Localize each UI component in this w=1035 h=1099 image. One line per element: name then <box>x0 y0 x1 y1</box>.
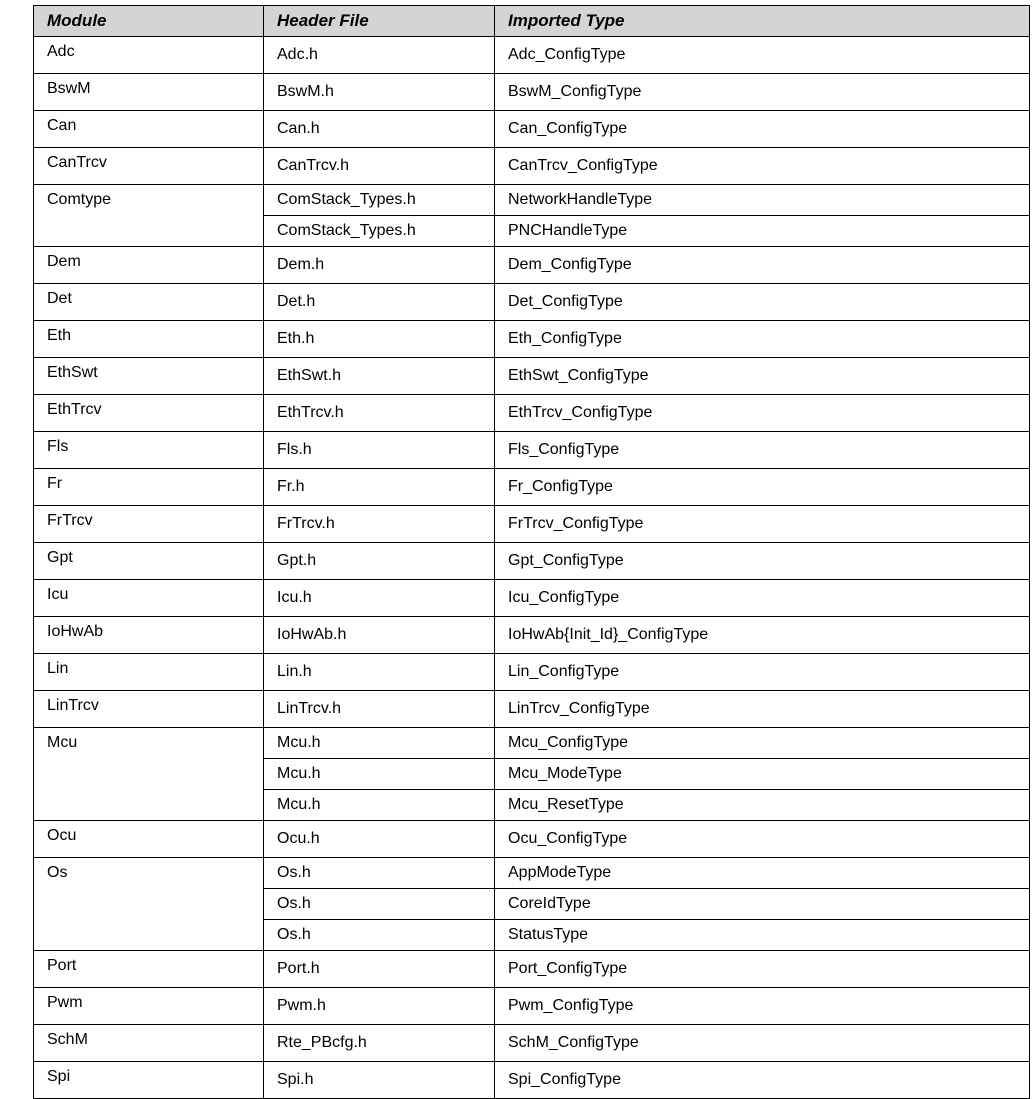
table-row <box>34 1025 1030 1062</box>
header-file-cell: BswM.h <box>264 74 495 111</box>
module-cell: IoHwAb <box>34 617 264 654</box>
header-file-cell: Gpt.h <box>264 543 495 580</box>
table-row <box>34 728 1030 759</box>
module-cell: BswM <box>34 74 264 111</box>
module-cell: EthTrcv <box>34 395 264 432</box>
table-row <box>34 321 1030 358</box>
imported-type-cell: Adc_ConfigType <box>495 37 1030 74</box>
module-cell: CanTrcv <box>34 148 264 185</box>
column-header-header-file: Header File <box>264 6 495 37</box>
module-cell: SchM <box>34 1025 264 1062</box>
module-cell: Gpt <box>34 543 264 580</box>
module-cell: Can <box>34 111 264 148</box>
header-file-cell: FrTrcv.h <box>264 506 495 543</box>
table-header-row <box>34 6 1030 37</box>
header-file-cell: Icu.h <box>264 580 495 617</box>
table-row <box>34 469 1030 506</box>
imported-type-cell: Mcu_ResetType <box>495 790 1030 821</box>
module-cell: Dem <box>34 247 264 284</box>
table-row <box>34 821 1030 858</box>
imported-type-cell: Lin_ConfigType <box>495 654 1030 691</box>
header-file-cell: Dem.h <box>264 247 495 284</box>
module-cell: Mcu <box>34 728 264 821</box>
table-row <box>34 37 1030 74</box>
table-row <box>34 654 1030 691</box>
header-file-cell: Fr.h <box>264 469 495 506</box>
module-cell: Fls <box>34 432 264 469</box>
header-file-cell: Adc.h <box>264 37 495 74</box>
module-cell: EthSwt <box>34 358 264 395</box>
imported-type-cell: Gpt_ConfigType <box>495 543 1030 580</box>
module-cell: FrTrcv <box>34 506 264 543</box>
imported-type-cell: Icu_ConfigType <box>495 580 1030 617</box>
header-file-cell: Mcu.h <box>264 790 495 821</box>
imported-type-cell: Ocu_ConfigType <box>495 821 1030 858</box>
module-cell: Ocu <box>34 821 264 858</box>
module-cell: Comtype <box>34 185 264 247</box>
table-row <box>34 543 1030 580</box>
table-row <box>34 988 1030 1025</box>
module-cell: Det <box>34 284 264 321</box>
imported-type-cell: CanTrcv_ConfigType <box>495 148 1030 185</box>
imported-type-cell: IoHwAb{Init_Id}_ConfigType <box>495 617 1030 654</box>
header-file-cell: Fls.h <box>264 432 495 469</box>
table-row <box>34 395 1030 432</box>
table-row <box>34 74 1030 111</box>
module-cell: Os <box>34 858 264 951</box>
module-cell: Pwm <box>34 988 264 1025</box>
imported-type-cell: StatusType <box>495 920 1030 951</box>
imported-type-cell: LinTrcv_ConfigType <box>495 691 1030 728</box>
module-cell: Spi <box>34 1062 264 1099</box>
header-file-cell: Lin.h <box>264 654 495 691</box>
module-cell: LinTrcv <box>34 691 264 728</box>
table-row <box>34 691 1030 728</box>
table-row <box>34 247 1030 284</box>
header-file-cell: Rte_PBcfg.h <box>264 1025 495 1062</box>
table-row <box>34 432 1030 469</box>
header-file-cell: Port.h <box>264 951 495 988</box>
table-row <box>34 617 1030 654</box>
header-file-cell: Eth.h <box>264 321 495 358</box>
header-file-cell: IoHwAb.h <box>264 617 495 654</box>
header-file-cell: EthSwt.h <box>264 358 495 395</box>
module-cell: Icu <box>34 580 264 617</box>
imported-type-cell: Dem_ConfigType <box>495 247 1030 284</box>
header-file-cell: Os.h <box>264 920 495 951</box>
imported-type-cell: Det_ConfigType <box>495 284 1030 321</box>
table-row <box>34 185 1030 216</box>
imported-type-cell: BswM_ConfigType <box>495 74 1030 111</box>
table-row <box>34 358 1030 395</box>
table-row <box>34 951 1030 988</box>
table-row <box>34 1062 1030 1099</box>
table-body <box>34 37 1030 1099</box>
imported-type-cell: SchM_ConfigType <box>495 1025 1030 1062</box>
column-header-imported-type: Imported Type <box>495 6 1030 37</box>
imported-type-cell: Port_ConfigType <box>495 951 1030 988</box>
header-file-cell: Mcu.h <box>264 759 495 790</box>
header-file-cell: LinTrcv.h <box>264 691 495 728</box>
imported-type-cell: Fr_ConfigType <box>495 469 1030 506</box>
header-file-cell: Mcu.h <box>264 728 495 759</box>
imported-type-cell: Mcu_ConfigType <box>495 728 1030 759</box>
module-cell: Port <box>34 951 264 988</box>
imported-type-cell: NetworkHandleType <box>495 185 1030 216</box>
header-file-cell: Det.h <box>264 284 495 321</box>
module-cell: Lin <box>34 654 264 691</box>
module-cell: Fr <box>34 469 264 506</box>
imported-type-cell: AppModeType <box>495 858 1030 889</box>
header-file-cell: Spi.h <box>264 1062 495 1099</box>
imported-type-cell: Spi_ConfigType <box>495 1062 1030 1099</box>
table-row <box>34 148 1030 185</box>
imported-type-cell: Pwm_ConfigType <box>495 988 1030 1025</box>
imported-type-cell: FrTrcv_ConfigType <box>495 506 1030 543</box>
table-row <box>34 858 1030 889</box>
module-cell: Eth <box>34 321 264 358</box>
header-file-cell: Os.h <box>264 889 495 920</box>
imported-type-cell: Can_ConfigType <box>495 111 1030 148</box>
imported-type-cell: EthSwt_ConfigType <box>495 358 1030 395</box>
module-cell: Adc <box>34 37 264 74</box>
header-file-cell: CanTrcv.h <box>264 148 495 185</box>
column-header-module: Module <box>34 6 264 37</box>
imported-type-cell: EthTrcv_ConfigType <box>495 395 1030 432</box>
imported-type-cell: CoreIdType <box>495 889 1030 920</box>
header-file-cell: Ocu.h <box>264 821 495 858</box>
header-file-cell: ComStack_Types.h <box>264 185 495 216</box>
header-file-cell: Pwm.h <box>264 988 495 1025</box>
imported-types-table <box>33 5 1029 1099</box>
imported-type-cell: Fls_ConfigType <box>495 432 1030 469</box>
imported-type-cell: Mcu_ModeType <box>495 759 1030 790</box>
table-row <box>34 580 1030 617</box>
imported-type-cell: Eth_ConfigType <box>495 321 1030 358</box>
header-file-cell: Can.h <box>264 111 495 148</box>
header-file-cell: EthTrcv.h <box>264 395 495 432</box>
header-file-cell: ComStack_Types.h <box>264 216 495 247</box>
table-row <box>34 111 1030 148</box>
header-file-cell: Os.h <box>264 858 495 889</box>
table-row <box>34 284 1030 321</box>
table <box>33 5 1030 1099</box>
table-row <box>34 506 1030 543</box>
imported-type-cell: PNCHandleType <box>495 216 1030 247</box>
